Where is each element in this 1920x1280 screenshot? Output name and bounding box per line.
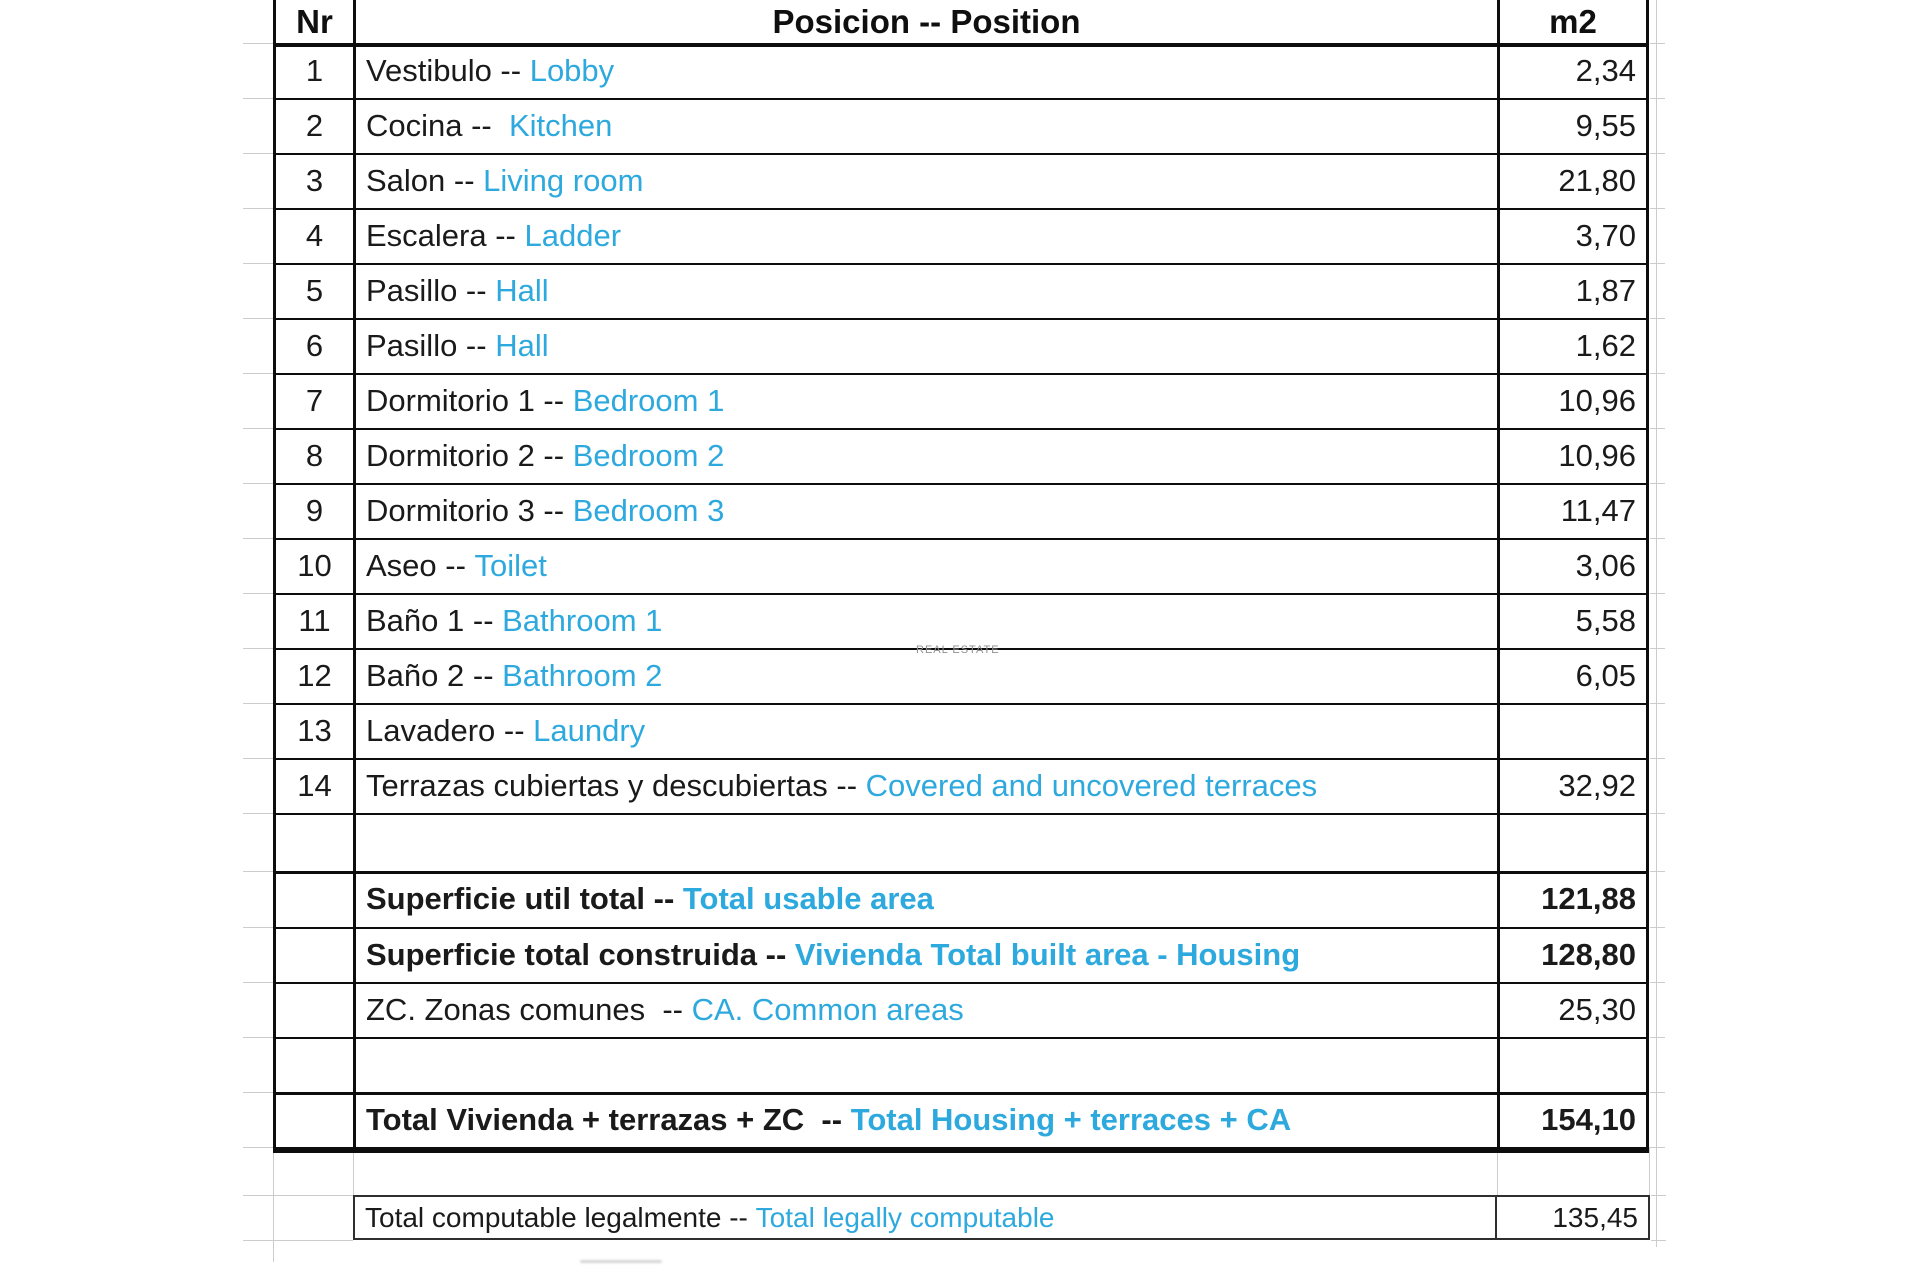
gridline-tick xyxy=(1650,648,1665,649)
position-es-label: Lavadero -- xyxy=(366,712,534,748)
row-nr: 5 xyxy=(305,272,324,308)
row-area: 154,10 xyxy=(1541,1101,1636,1137)
position-en-label: Bedroom 1 xyxy=(572,382,725,418)
row-nr xyxy=(276,1092,353,1147)
position-es-label: Baño 1 -- xyxy=(366,602,503,638)
table-border xyxy=(273,593,1649,595)
legal-total-label-es: Total computable legalmente -- xyxy=(365,1201,756,1233)
row-nr: 6 xyxy=(305,327,324,363)
table-row xyxy=(273,263,1649,318)
row-area: 21,80 xyxy=(1558,162,1636,198)
grand-total-row xyxy=(273,1092,1649,1147)
row-nr xyxy=(276,813,353,871)
row-area: 1,62 xyxy=(1575,327,1636,363)
scan-artifact xyxy=(580,1260,662,1263)
row-area: m2 xyxy=(1549,2,1597,40)
table-border xyxy=(273,318,1649,320)
row-position xyxy=(356,153,1497,208)
table-border xyxy=(273,1037,1649,1039)
gridline-tick xyxy=(1650,483,1665,484)
row-area: 10,96 xyxy=(1558,437,1636,473)
legal-total-label-en: Total legally computable xyxy=(755,1201,1055,1233)
row-nr xyxy=(276,871,353,927)
row-nr: 7 xyxy=(305,382,324,418)
gridline xyxy=(1497,1147,1498,1195)
row-position xyxy=(356,43,1497,98)
table-row xyxy=(273,703,1649,758)
row-position xyxy=(356,758,1497,813)
row-area: 3,70 xyxy=(1575,217,1636,253)
gridline-tick xyxy=(243,263,273,264)
table-row xyxy=(273,208,1649,263)
table-row xyxy=(273,758,1649,813)
row-area: 9,55 xyxy=(1575,107,1636,143)
gridline-tick xyxy=(1650,263,1665,264)
table-border xyxy=(273,538,1649,540)
gridline-tick xyxy=(243,648,273,649)
gridline-tick xyxy=(243,813,273,814)
row-position xyxy=(356,208,1497,263)
table-row xyxy=(273,98,1649,153)
gridline-tick xyxy=(243,1195,353,1196)
gridline-tick xyxy=(243,1240,353,1241)
gridline-tick xyxy=(1650,373,1665,374)
row-nr: 3 xyxy=(305,162,324,198)
gridline-tick xyxy=(243,43,273,44)
row-nr xyxy=(276,1037,353,1092)
position-en-label: Total Housing + terraces + CA xyxy=(850,1101,1292,1137)
gridline-tick xyxy=(243,593,273,594)
gridline-tick xyxy=(1650,871,1665,872)
position-es-label: Superficie total construida -- xyxy=(366,936,795,972)
position-es-label: Terrazas cubiertas y descubiertas -- xyxy=(366,767,866,803)
row-position xyxy=(356,813,1497,871)
position-en-label: Bedroom 2 xyxy=(572,437,725,473)
gridline-tick xyxy=(1651,1195,1666,1196)
position-en-label: Living room xyxy=(483,162,644,198)
gridline-tick xyxy=(243,758,273,759)
gridline xyxy=(1656,0,1657,1247)
row-area: 2,34 xyxy=(1575,52,1636,88)
position-es-label: Escalera -- xyxy=(366,217,525,253)
gridline-tick xyxy=(243,927,273,928)
row-position xyxy=(356,593,1497,648)
gridline-tick xyxy=(243,1147,273,1148)
table-border xyxy=(273,1147,1649,1153)
header-row xyxy=(273,0,1649,43)
empty-row xyxy=(273,813,1649,871)
row-position xyxy=(356,428,1497,483)
table-row xyxy=(273,648,1649,703)
position-en-label: Covered and uncovered terraces xyxy=(865,767,1318,803)
table-border xyxy=(273,428,1649,430)
table-row xyxy=(273,483,1649,538)
gridline-tick xyxy=(1650,1092,1665,1093)
gridline-tick xyxy=(1650,1037,1665,1038)
table-border xyxy=(273,813,1649,815)
row-nr: 14 xyxy=(297,767,332,803)
gridline-tick xyxy=(1650,43,1665,44)
gridline-tick xyxy=(1650,153,1665,154)
row-position xyxy=(356,703,1497,758)
table-border xyxy=(273,483,1649,485)
row-nr: 1 xyxy=(305,52,324,88)
table-border xyxy=(273,871,1649,874)
empty-row xyxy=(273,1037,1649,1092)
position-en-label: Hall xyxy=(495,327,549,363)
row-area: 25,30 xyxy=(1558,991,1636,1027)
row-position xyxy=(356,318,1497,373)
position-es-label: Dormitorio 3 -- xyxy=(366,492,573,528)
gridline-tick xyxy=(1650,593,1665,594)
summary-row-usable xyxy=(273,871,1649,927)
row-area: 32,92 xyxy=(1558,767,1636,803)
gridline-tick xyxy=(243,208,273,209)
gridline xyxy=(1649,1147,1650,1195)
area-table xyxy=(273,0,1649,1153)
row-nr xyxy=(276,982,353,1037)
position-en-label: Ladder xyxy=(524,217,622,253)
row-area: 11,47 xyxy=(1560,492,1636,528)
gridline-tick xyxy=(243,428,273,429)
row-nr xyxy=(276,927,353,982)
table-border xyxy=(353,0,356,1153)
position-en-label: Total usable area xyxy=(682,881,934,916)
table-border xyxy=(1497,0,1500,1153)
table-border xyxy=(273,43,1649,47)
row-nr: 8 xyxy=(305,437,324,473)
table-row xyxy=(273,153,1649,208)
row-area: 5,58 xyxy=(1575,602,1636,638)
row-position xyxy=(356,483,1497,538)
table-border xyxy=(273,758,1649,760)
table-row xyxy=(273,593,1649,648)
row-position xyxy=(356,373,1497,428)
row-nr: 11 xyxy=(298,602,331,638)
table-border xyxy=(273,927,1649,929)
row-area: 3,06 xyxy=(1575,547,1636,583)
legal-total-value: 135,45 xyxy=(1552,1201,1638,1233)
row-area: 128,80 xyxy=(1541,936,1636,972)
row-position xyxy=(356,927,1497,982)
position-en-label: Kitchen xyxy=(508,107,613,143)
position-en-label: Bathroom 1 xyxy=(502,602,663,638)
table-row xyxy=(273,373,1649,428)
table-border xyxy=(273,208,1649,210)
row-area xyxy=(1500,703,1646,758)
table-row xyxy=(273,43,1649,98)
gridline xyxy=(273,1147,274,1262)
watermark: REAL ESTATE xyxy=(916,644,1000,656)
legal-total-label xyxy=(355,1197,1497,1238)
row-position xyxy=(356,1037,1497,1092)
row-area xyxy=(1500,1037,1646,1092)
row-nr: 4 xyxy=(305,217,324,253)
position-es-label: Total Vivienda + terrazas + ZC -- xyxy=(366,1101,851,1137)
position-es-label: ZC. Zonas comunes -- xyxy=(366,991,692,1027)
position-es-label: Vestibulo -- xyxy=(366,52,530,88)
gridline-tick xyxy=(1650,428,1665,429)
position-es-label: Salon -- xyxy=(366,162,484,198)
row-nr: 2 xyxy=(305,107,324,143)
table-border xyxy=(273,1092,1649,1095)
position-en-label: Bathroom 2 xyxy=(502,657,663,693)
position-en-label: Vivienda Total built area - Housing xyxy=(794,936,1301,972)
table-border xyxy=(273,98,1649,100)
position-es-label: Pasillo -- xyxy=(366,272,496,308)
gridline-tick xyxy=(243,703,273,704)
row-position xyxy=(356,1092,1497,1147)
table-border xyxy=(273,263,1649,265)
position-es-label: Pasillo -- xyxy=(366,327,496,363)
table-border xyxy=(273,982,1649,984)
gridline-tick xyxy=(1650,538,1665,539)
gridline-tick xyxy=(243,538,273,539)
position-en-label: Laundry xyxy=(533,712,646,748)
table-border xyxy=(1646,0,1649,1153)
gridline-tick xyxy=(1651,1240,1666,1241)
row-area xyxy=(1500,813,1646,871)
position-en-label: Hall xyxy=(495,272,549,308)
row-position xyxy=(356,263,1497,318)
summary-row-common xyxy=(273,982,1649,1037)
row-area: 10,96 xyxy=(1558,382,1636,418)
position-es-label: Superficie util total -- xyxy=(366,881,683,916)
row-position xyxy=(356,648,1497,703)
gridline-tick xyxy=(243,318,273,319)
position-es-label: Baño 2 -- xyxy=(366,657,503,693)
gridline-tick xyxy=(243,373,273,374)
position-en-label: CA. Common areas xyxy=(691,991,964,1027)
row-nr: 10 xyxy=(297,547,332,583)
row-area: 6,05 xyxy=(1575,657,1636,693)
summary-row-built xyxy=(273,927,1649,982)
position-en-label: Bedroom 3 xyxy=(572,492,725,528)
row-area: 121,88 xyxy=(1541,881,1636,916)
row-position xyxy=(356,871,1497,927)
row-nr: 9 xyxy=(305,492,324,528)
position-es-label: Dormitorio 2 -- xyxy=(366,437,573,473)
row-position: Posicion -- Position xyxy=(772,2,1081,40)
gridline-tick xyxy=(1650,982,1665,983)
table-row xyxy=(273,428,1649,483)
gridline-tick xyxy=(243,1092,273,1093)
gridline-tick xyxy=(1650,703,1665,704)
position-en-label: Lobby xyxy=(529,52,615,88)
table-row xyxy=(273,538,1649,593)
table-border xyxy=(273,153,1649,155)
gridline-tick xyxy=(243,153,273,154)
gridline-tick xyxy=(1650,758,1665,759)
position-es-label: Aseo -- xyxy=(366,547,475,583)
table-border xyxy=(273,373,1649,375)
gridline-tick xyxy=(243,483,273,484)
row-nr: Nr xyxy=(296,2,333,40)
gridline-tick xyxy=(1650,318,1665,319)
table-row xyxy=(273,318,1649,373)
row-position xyxy=(356,538,1497,593)
row-position xyxy=(356,98,1497,153)
gridline-tick xyxy=(1650,927,1665,928)
gridline-tick xyxy=(1650,1147,1665,1148)
gridline xyxy=(353,1147,354,1195)
table-border xyxy=(273,703,1649,705)
gridline-tick xyxy=(1650,208,1665,209)
row-nr: 12 xyxy=(297,657,332,693)
row-position xyxy=(356,982,1497,1037)
position-es-label: Dormitorio 1 -- xyxy=(366,382,573,418)
gridline-tick xyxy=(1650,98,1665,99)
table-border xyxy=(273,0,276,1153)
row-area: 1,87 xyxy=(1575,272,1636,308)
gridline-tick xyxy=(243,982,273,983)
gridline-tick xyxy=(1650,813,1665,814)
row-nr: 13 xyxy=(297,712,332,748)
gridline-tick xyxy=(243,98,273,99)
position-en-label: Toilet xyxy=(474,547,547,583)
gridline-tick xyxy=(243,1037,273,1038)
legal-total-row xyxy=(353,1195,1650,1240)
gridline-tick xyxy=(243,871,273,872)
position-es-label: Cocina -- xyxy=(366,107,509,143)
